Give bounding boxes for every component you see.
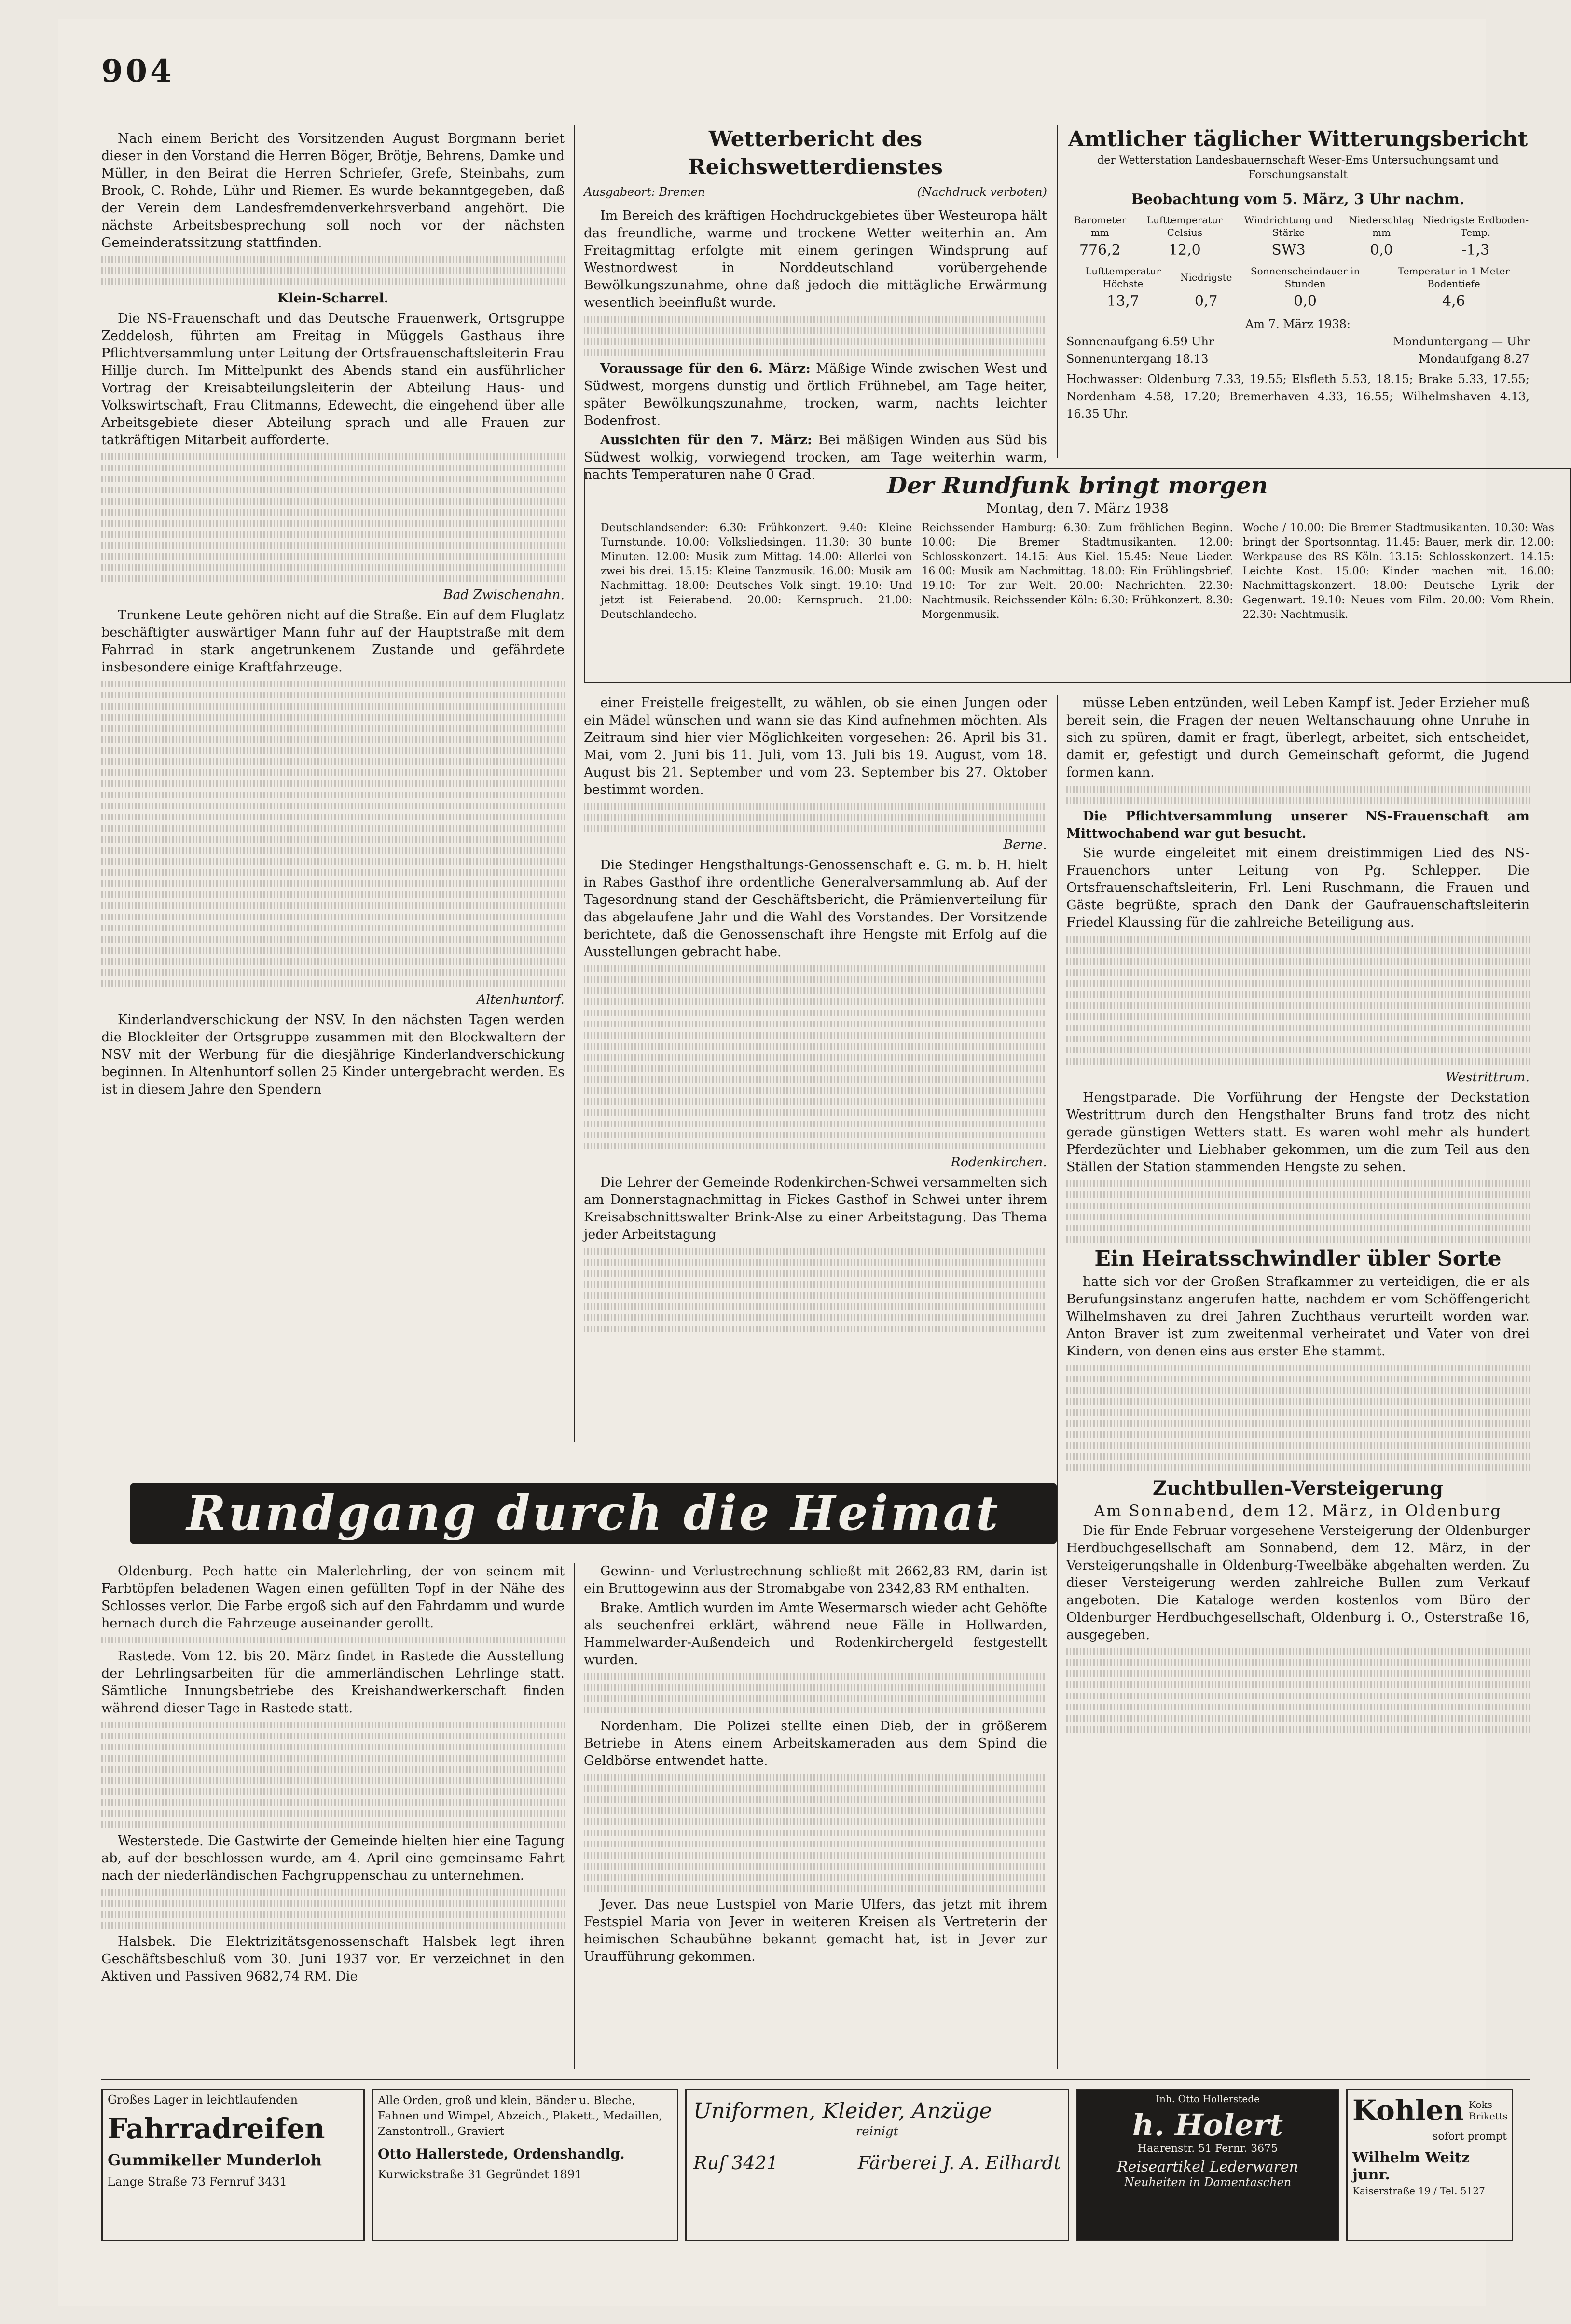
ad-top-rule: [101, 2079, 1530, 2080]
westrittrum-heading: Westrittrum.: [1446, 1070, 1530, 1085]
weather-outlook-label: Aussichten für den 7. März:: [600, 433, 812, 448]
heirat-heading: Ein Heiratsschwindler übler Sorte: [1094, 1246, 1502, 1271]
newspaper-page: [58, 19, 1554, 2306]
sun-date-line: Am 7. März 1938:: [1245, 317, 1351, 331]
weather-report: [584, 125, 1047, 482]
sun-moon-block: [1066, 315, 1530, 423]
ad4-goods: Reiseartikel Lederwaren: [1117, 2159, 1298, 2175]
ad4-brand: h. Holert: [1132, 2107, 1283, 2143]
erzieher-paragraph: müsse Leben entzünden, weil Leben Kampf ist. Jeder Erzieher muß bereit sein, die Fragen der neuen Weltanschauung ohne Unruhe in sich zu spüren, damit er fragt, überlegt, arbeitet, sich entscheidet, damit er, gefestigt und durch Gemeinschaft geformt, die Jugend formen kann.: [1066, 696, 1530, 780]
wx-header: Temperatur in 1 Meter Bodentiefe: [1397, 265, 1510, 289]
berne-paragraph: Die Stedinger Hengsthaltungs-Genossenschaft e. G. m. b. H. hielt in Rabes Gasthof ihre ordentliche Generalversammlung ab. Auf der Tagesordnung stand der Geschäftsbericht, die Prämienverteilung für das abgelaufene Jahr und die Wahl des Vorstandes. Der Vorsitzende berichtete, daß die Genossenschaft ihre Hengste mit Erfolg auf die Ausstellungen gebracht habe.: [584, 858, 1047, 959]
ad-orden: [372, 2089, 678, 2241]
radio-column-koeln: Woche / 10.00: Die Bremer Stadtmusikanten. 10.30: Was bringt der Sportsonntag. 11.45: Bauer, merk dir. 12.00: Werkpause des RS Köln. 13.15: Schlosskonzert. 14.15: Leichte Kost. 15.00: Kinder machen mit. 16.00: Nachmittagskonzert. 18.00: Deutsche Lyrik der Gegenwart. 19.10: Neues vom Film. 20.00: Vom Rhein. 22.30: Nachtmusik.: [1242, 522, 1554, 621]
zucht-paragraph: Die für Ende Februar vorgesehene Versteigerung der Oldenburger Herdbuchgesellschaft am Sonnabend, dem 12. März, in der Versteigerungshalle in Oldenburg-Tweelbäke abgehalten werden. Zu dieser Versteigerung werden zahlreiche Bullen zum Verkauf angeboten. Die Kataloge werden kostenlos vom Büro der Oldenburger Herdbuchgesellschaft, Oldenburg i. O., Osterstraße 16, ausgegeben.: [1066, 1523, 1530, 1642]
wx-value: SW3: [1271, 242, 1306, 259]
bottom-left-column: [101, 1563, 565, 2069]
weather-report-title: Wetterbericht des Reichswetterdienstes: [688, 127, 943, 179]
page-number: 904: [101, 53, 175, 89]
rodenkirchen-paragraph: Die Lehrer der Gemeinde Rodenkirchen-Schwei versammelten sich am Donnerstagnachmittag in Fickes Gasthof in Schwei unter ihrem Kreisabschnittswalter Brink-Alse zu einer Arbeitstagung. Das Thema jeder Arbeitstagung: [584, 1175, 1047, 1242]
ad1-address: Lange Straße 73 Fernruf 3431: [108, 2175, 287, 2188]
heirat-paragraph: hatte sich vor der Großen Strafkammer zu verteidigen, die er als Berufungsinstanz angerufen hatte, nachdem er vom Schöffengericht Wilhelmshaven zu drei Jahren Zuchthaus verurteilt worden war. Anton Braver ist zum zweitenmal verheiratet und Vater von drei Kindern, von denen eins aus erster Ehe stammt.: [1066, 1274, 1530, 1359]
ad-holert: [1076, 2089, 1339, 2241]
column-rule: [1057, 125, 1058, 458]
ad3-phone: Ruf 3421: [693, 2152, 778, 2174]
oldenburg-paragraph: Oldenburg. Pech hatte ein Malerlehrling, der von seinem mit Farbtöpfen beladenen Wagen einen gefüllten Topf in der Nähe des Schlosses verlor. Die Farbe ergoß sich auf den Fahrdamm und wurde hernach durch die Fahrzeuge auseinander gerollt.: [101, 1564, 565, 1631]
ad3-reinigt: reinigt: [855, 2124, 899, 2139]
left-column: [101, 130, 565, 1447]
weather-outlook: Bei mäßigen Winden aus Süd bis Südwest wolkig, vorwiegend trocken, am Tage weiterhin warm, nachts Temperaturen nahe 0 Grad.: [584, 433, 1047, 482]
advertisement-strip: [101, 2089, 1508, 2248]
weather-issued-by: Ausgabeort: Bremen: [584, 185, 705, 199]
alten-heading: Altenhuntorf.: [476, 992, 565, 1007]
radio-date: Montag, den 7. März 1938: [986, 500, 1169, 516]
column-rule: [574, 125, 575, 1442]
radio-title: Der Rundfunk bringt morgen: [887, 472, 1268, 499]
moonset: Monduntergang — Uhr: [1393, 335, 1530, 348]
wx-value: 4,6: [1442, 293, 1465, 310]
westerstede-paragraph: Westerstede. Die Gastwirte der Gemeinde hielten hier eine Tagung ab, auf der beschlossen wurde, am 4. April eine gemeinsame Fahrt nach der niederländischen Fachgruppenschau zu unternehmen.: [101, 1833, 565, 1883]
observation-line: Beobachtung vom 5. März, 3 Uhr nachm.: [1131, 191, 1465, 208]
pflicht-paragraph: Sie wurde eingeleitet mit einem dreistimmigen Lied des NS-Frauenchors unter Leitung von Pg. Schlepper. Die Ortsfrauenschaftsleiterin, Frl. Leni Ruschmann, die Frauen und Gäste begrüßte, sprach den Dank der Gaufrauenschaftsleiterin Friedel Klaussing für die zahlreiche Beteiligung aus.: [1066, 846, 1530, 930]
ad2-address: Kurwickstraße 31 Gegründet 1891: [378, 2168, 582, 2181]
ad1-headline: Fahrradreifen: [108, 2112, 325, 2145]
ad4-address: Haarenstr. 51 Fernr. 3675: [1137, 2143, 1278, 2155]
wx-header: Lufttemperatur Höchste: [1085, 265, 1161, 289]
zucht-date: Am Sonnabend, dem 12. März, in Oldenburg: [1094, 1502, 1502, 1520]
brake-paragraph: Brake. Amtlich wurden im Amte Wesermarsch wieder acht Gehöfte als seuchenfrei erklärt, während neue Fälle in Hollwarden, Hammelwarder-Außendeich und Rodenkirchergeld festgestellt wurden.: [584, 1600, 1047, 1668]
right-column: [1066, 695, 1530, 2074]
ad1-company: Gummikeller Munderloh: [108, 2151, 322, 2169]
wx-header: Windrichtung und Stärke: [1244, 214, 1333, 238]
zucht-heading: Zuchtbullen-Versteigerung: [1152, 1477, 1443, 1500]
weather-report-text: Im Bereich des kräftigen Hochdruckgebietes über Westeuropa hält das freundliche, warme und trockene Wetter weiterhin an. Am Freitagmittag erfolgte mit einem geringen Windsprung auf Westnordwest in Norddeutschland vorübergehende Bewölkungszunahme, ohne daß jedoch die mittägliche Erwärmung wesentlich beeinflußt wurde.: [584, 208, 1047, 310]
official-weather-title: Amtlicher täglicher Witterungsbericht: [1068, 127, 1528, 151]
ad5-prompt: sofort prompt: [1433, 2131, 1507, 2143]
wx-value: 0,0: [1370, 242, 1393, 259]
gewinn-paragraph: Gewinn- und Verlustrechnung schließt mit 2662,83 RM, darin ist ein Bruttogewinn aus der Stromabgabe von 2342,83 RM enthalten.: [584, 1564, 1047, 1596]
weather-copyright: (Nachdruck verboten): [917, 185, 1047, 199]
klein-heading: Klein-Scharrel.: [277, 291, 389, 306]
official-weather-subtitle: der Wetterstation Landesbauernschaft Weser-Ems Untersuchungsamt und Forschungsanstalt: [1097, 154, 1499, 181]
jever-paragraph: Jever. Das neue Lustspiel von Marie Ulfers, das jetzt mit ihrem Festspiel Maria von Jever in weiteren Kreisen als Vertreterin der heimischen Schaubühne bekannt gemacht hat, ist in Jever zur Uraufführung gekommen.: [584, 1897, 1047, 1964]
moonrise: Mondaufgang 8.27: [1418, 352, 1530, 366]
tide-table: Hochwasser: Oldenburg 7.33, 19.55; Elsfleth 5.53, 18.15; Brake 5.33, 17.55; Nordenham 4.58, 17.20; Bremerhaven 4.33, 16.55; Wilhelmshaven 4.13, 16.35 Uhr.: [1066, 372, 1530, 421]
freistelle-paragraph: einer Freistelle freigestellt, zu wählen, ob sie einen Jungen oder ein Mädel wünschen und wann sie das Kind aufnehmen möchten. Als Zeitraum sind hier vier Möglichkeiten vorgesehen: 26. April bis 31. Mai, vom 2. Juni bis 11. Juli, vom 13. Juli bis 19. August, vom 18. August bis 21. September und vom 23. September bis 27. Oktober bestimmt worden.: [584, 696, 1047, 797]
ad4-owner: Inh. Otto Hollerstede: [1156, 2093, 1260, 2105]
klein-paragraph: Die NS-Frauenschaft und das Deutsche Frauenwerk, Ortsgruppe Zeddelosh, führten am Freitag in Müggels Gasthaus ihre Pflichtversammlung unter Leitung der Ortsfrauenschaftsleiterin Frau Hillje durch. Im Mittelpunkt des Abends stand ein ausführlicher Vortrag der Kreisabteilungsleiterin der Abteilung Haus- und Volkswirtschaft, Frau Clitmanns, Edewecht, die eingehend über alle Arbeitsgebiete dieser Abteilung sprach und alle Frauen zur tatkräftigen Mitarbeit aufforderte.: [101, 311, 565, 448]
sunset: Sonnenuntergang 18.13: [1066, 352, 1209, 366]
sunrise: Sonnenaufgang 6.59 Uhr: [1066, 335, 1214, 348]
wx-value: 0,0: [1294, 293, 1317, 310]
weather-forecast: Mäßige Winde zwischen West und Südwest, morgens dunstig und örtlich Frühnebel, am Tage heiter, später Bewölkungszunahme, trocken, warm, nachts leichter Bodenfrost.: [584, 361, 1047, 428]
westrittrum-paragraph: Hengstparade. Die Vorführung der Hengste der Deckstation Westrittrum durch den Hengsthalter Bruns fand trotz des nicht gerade günstigen Wetters statt. Es waren wohl mehr als hundert Pferdezüchter und Liebhaber gekommen, um die zum Teil aus den Ställen der Station stammenden Hengste zu sehen.: [1066, 1090, 1530, 1175]
column-rule: [574, 1563, 575, 2069]
halsbek-paragraph: Halsbek. Die Elektrizitätsgenossenschaft Halsbek legt ihren Geschäftsbeschluß vom 30. Juni 1937 vor. Er verzeichnet in den Aktiven und Passiven 9682,74 RM. Die: [101, 1934, 565, 1984]
ad-kohlen: [1346, 2089, 1513, 2241]
heimat-banner: [130, 1483, 1057, 1544]
ad1-line1: Großes Lager in leichtlaufenden: [108, 2093, 298, 2106]
rodenkirchen-heading: Rodenkirchen.: [951, 1155, 1047, 1170]
weather-table-1: [1066, 213, 1530, 264]
wx-value: 12,0: [1168, 242, 1201, 259]
radio-column-hamburg: Reichssender Hamburg: 6.30: Zum fröhlichen Beginn. 10.00: Die Bremer Stadtmusikanten. 12.00: Schlosskonzert. 14.15: Aus Kiel. 15.45: Neue Lieder. 16.00: Musik am Nachmittag. 18.00: Ein Frühlingsbrief. 19.10: Tor zur Welt. 20.00: Nachrichten. 22.30: Nachtmusik. Reichssender Köln: 6.30: Frühkonzert. 8.30: Morgenmusik.: [922, 522, 1233, 621]
wx-value: 0,7: [1194, 293, 1218, 310]
radio-program-box: [584, 468, 1571, 683]
pflicht-heading: Die Pflichtversammlung unserer NS-Frauenschaft am Mittwochabend war gut besucht.: [1066, 809, 1530, 841]
ad5-headline: Kohlen: [1352, 2094, 1464, 2127]
ad5-address: Kaiserstraße 19 / Tel. 5127: [1352, 2185, 1485, 2197]
bottom-middle-column: [584, 1563, 1047, 2069]
ad-faerberei: [685, 2089, 1069, 2241]
ad2-company: Otto Hallerstede, Ordenshandlg.: [378, 2146, 625, 2162]
wx-value: 776,2: [1079, 242, 1121, 259]
weather-table-2: [1066, 264, 1530, 315]
ad3-company: Färberei J. A. Eilhardt: [857, 2152, 1061, 2174]
wx-header: Niedrigste Erdboden-Temp.: [1422, 214, 1529, 238]
berne-heading: Berne.: [1003, 837, 1047, 852]
ad5-side: Koks Briketts: [1469, 2099, 1508, 2122]
radio-column-deutschlandsender: Deutschlandsender: 6.30: Frühkonzert. 9.40: Kleine Turnstunde. 10.00: Volksliedsingen. 11.30: 30 bunte Minuten. 12.00: Musik zum Mittag. 14.00: Allerlei von zwei bis drei. 15.15: Kleine Tanzmusik. 16.00: Musik am Nachmittag. 18.00: Deutsches Volk singt. 19.10: Und jetzt ist Feierabend. 20.00: Kernspruch. 21.00: Deutschlandecho.: [601, 522, 912, 621]
official-weather: [1066, 125, 1530, 458]
bad-heading: Bad Zwischenahn.: [443, 588, 565, 602]
wx-header: Sonnenscheindauer in Stunden: [1250, 265, 1360, 289]
weather-forecast-label: Voraussage für den 6. März:: [600, 361, 811, 376]
wx-value: 13,7: [1107, 293, 1139, 310]
banner-text: Rundgang durch die Heimat: [186, 1486, 1001, 1541]
nordenham-paragraph: Nordenham. Die Polizei stellte einen Dieb, der in größerem Betriebe in Atens einem Arbeitskameraden aus dem Spind die Geldbörse entwendet hatte.: [584, 1719, 1047, 1768]
intro-paragraph: Nach einem Bericht des Vorsitzenden August Borgmann beriet dieser in den Vorstand die Herren Böger, Brötje, Behrens, Damke und Müller, in den Beirat die Herren Schriefer, Grefe, Steinbahs, zum Brook, C. Rohde, Lühr und Riemer. Es wurde bekanntgegeben, daß der Verein dem Landesfremdenverkehrsverband angehört. Die nächste Arbeitsbesprechung soll noch vor der nächsten Gemeinderatssitzung stattfinden.: [101, 131, 565, 250]
wx-header: Barometer mm: [1074, 214, 1127, 238]
middle-column: [584, 695, 1047, 1447]
ad2-text: Alle Orden, groß und klein, Bänder u. Bleche, Fahnen und Wimpel, Abzeich., Plakett., Medaillen, Zanstontroll., Graviert: [378, 2094, 662, 2138]
bad-paragraph: Trunkene Leute gehören nicht auf die Straße. Ein auf dem Fluglatz beschäftigter auswärtiger Mann fuhr auf der Hauptstraße mit dem Fahrrad in stark angetrunkenem Zustande und gefährdete insbesondere einige Kraftfahrzeuge.: [101, 608, 565, 675]
wx-value: -1,3: [1461, 242, 1490, 259]
wx-header: Niederschlag mm: [1349, 214, 1414, 238]
wx-header: Lufttemperatur Celsius: [1146, 214, 1223, 238]
ad5-company: Wilhelm Weitz junr.: [1352, 2149, 1470, 2183]
wx-header: Niedrigste: [1180, 272, 1232, 283]
rastede-paragraph: Rastede. Vom 12. bis 20. März findet in Rastede die Ausstellung der Lehrlingsarbeiten für die ammerländischen Lehrlinge statt. Sämtliche Innungsbetriebe des Kreishandwerkerschaft finden während dieser Tage in Rastede statt.: [101, 1649, 565, 1716]
ad3-headline: Uniformen, Kleider, Anzüge: [693, 2099, 992, 2123]
ad4-novelties: Neuheiten in Damentaschen: [1124, 2175, 1292, 2189]
ad-fahrradreifen: [101, 2089, 365, 2241]
column-rule: [1057, 695, 1058, 2069]
alten-paragraph: Kinderlandverschickung der NSV. In den nächsten Tagen werden die Blockleiter der Ortsgruppe zusammen mit den Blockwaltern der NSV mit der Werbung für die diesjährige Kinderlandverschickung beginnen. In Altenhuntorf sollen 25 Kinder untergebracht werden. Es ist in diesem Jahre den Spendern: [101, 1012, 565, 1097]
